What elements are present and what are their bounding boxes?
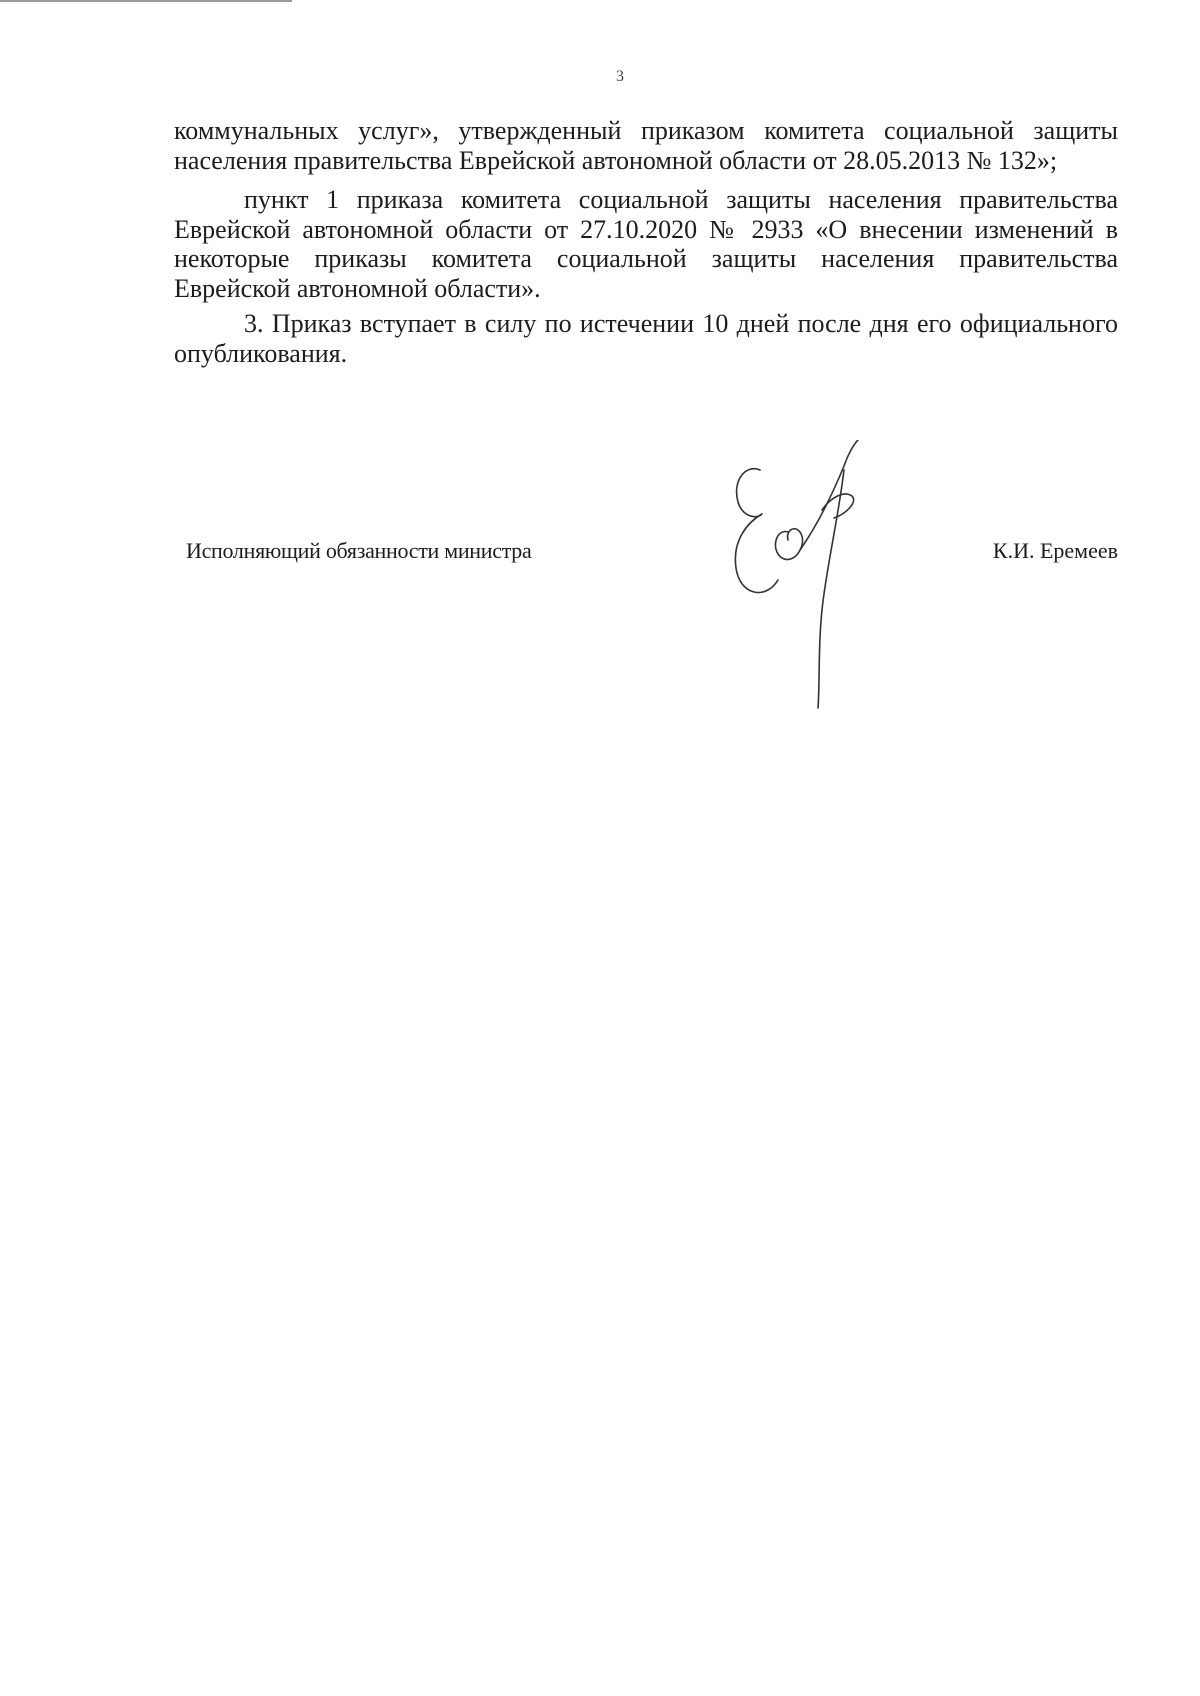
paragraph-item-1: пункт 1 приказа комитета социальной защиты населения правительства Еврейской автономной области от 27.10.2020 № 2933 «О внесении изменений в некоторые приказы комитета социальной защиты населения правительства Еврейской автономной области». [174,185,1118,303]
page-number: 3 [616,68,624,85]
signatory-name: К.И. Еремеев [992,538,1118,563]
document-body [174,116,1118,374]
handwritten-signature [726,440,896,710]
top-rule [0,0,292,2]
paragraph-continuation: коммунальных услуг», утвержденный приказом комитета социальной защиты населения правительства Еврейской автономной области от 28.05.2013 № 132»; [174,116,1118,175]
signatory-title: Исполняющий обязанности министра [186,538,532,563]
paragraph-item-3: 3. Приказ вступает в силу по истечении 10 дней после дня его официального опубликования. [174,309,1118,368]
